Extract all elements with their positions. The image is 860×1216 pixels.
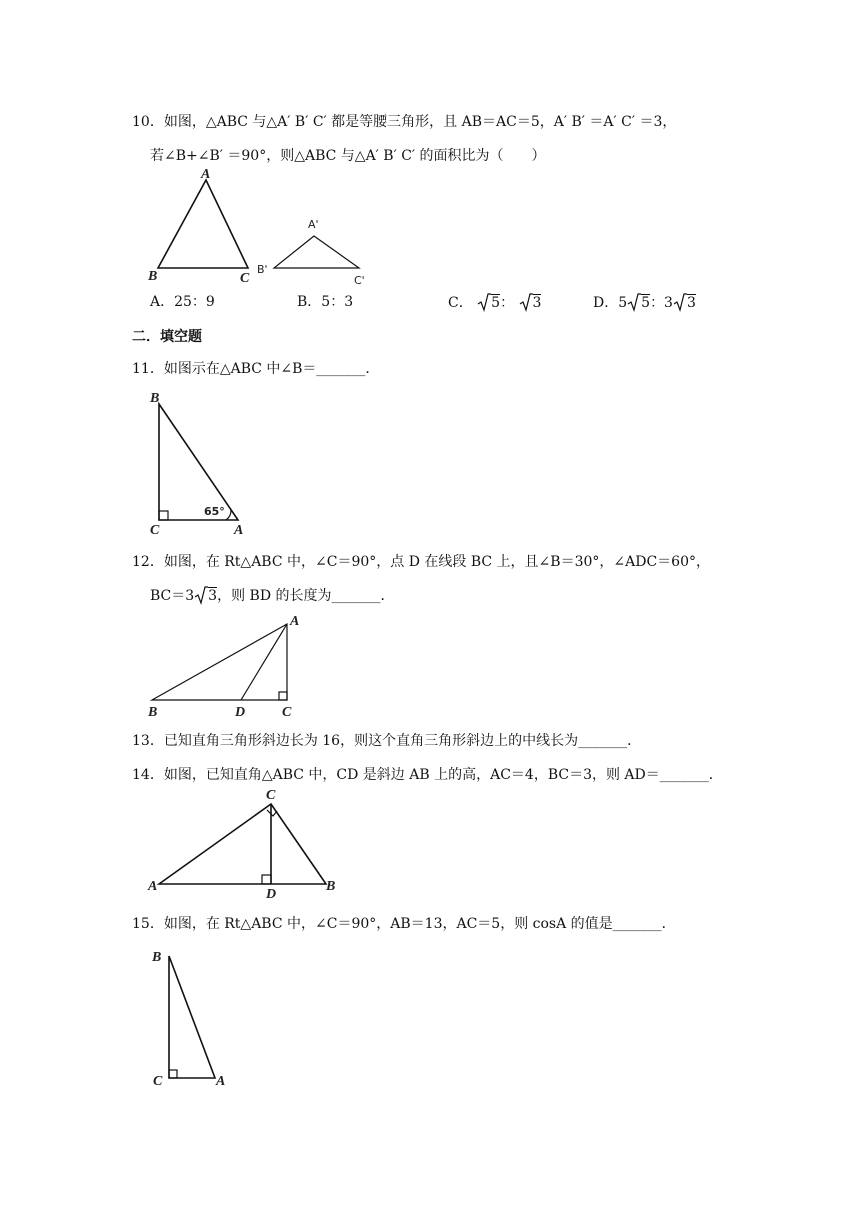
q12-figure [140, 612, 320, 722]
q14-figure [140, 786, 350, 902]
label-c: C [282, 705, 292, 720]
q10-line1: 10．如图，△ABC 与△A′ B′ C′ 都是等腰三角形，且 AB＝AC＝5，A′ B′ ＝A′ C′ ＝3， [132, 114, 677, 130]
label-c: C [150, 523, 160, 538]
q12-bd-text: ，则 BD 的长度为_______． [217, 588, 395, 604]
label-a: A [216, 1074, 226, 1089]
q14-text: 14．如图，已知直角△ABC 中，CD 是斜边 AB 上的高，AC＝4，BC＝3，则 AD＝_______． [132, 767, 723, 783]
label-b-prime: B' [257, 263, 268, 276]
q10-line2: 若∠B+∠B′ ＝90°，则△ABC 与△A′ B′ C′ 的面积比为（ ） [150, 148, 546, 164]
q12-bc-prefix: BC＝3 [150, 588, 195, 604]
sqrt-icon [519, 292, 533, 312]
option-a[interactable]: A．25：9 [150, 294, 215, 310]
label-a: A [290, 614, 300, 629]
label-d: D [266, 887, 277, 902]
sqrt-icon [673, 292, 687, 312]
triangle-q12 [152, 624, 287, 700]
q11-text: 11．如图示在△ABC 中∠B＝_______． [132, 361, 380, 377]
triangle-q14 [159, 804, 326, 884]
triangle-abc [158, 180, 248, 268]
label-c-prime: C' [354, 274, 365, 287]
q10-figure-abc-prime [255, 212, 380, 287]
option-b[interactable]: B．5：3 [297, 294, 354, 310]
label-b: B [150, 391, 160, 406]
label-c: C [266, 788, 276, 803]
option-c-sep: ： [500, 295, 515, 311]
triangle-abc-prime [274, 236, 359, 268]
q12-line2 [150, 585, 395, 606]
q13-text: 13．已知直角三角形斜边长为 16，则这个直角三角形斜边上的中线长为_______． [132, 733, 642, 749]
angle-arc [226, 510, 231, 520]
angle-label: 65° [204, 505, 225, 518]
segment-ad [241, 624, 287, 700]
label-a: A [234, 523, 244, 538]
option-d[interactable] [593, 292, 696, 313]
label-b: B [148, 705, 158, 720]
option-d-prefix: D．5 [593, 295, 628, 311]
option-d-rad2: 3 [686, 295, 696, 311]
label-c: C [240, 271, 250, 286]
option-d-rad1: 5 [641, 295, 651, 311]
right-angle-mark [279, 692, 287, 700]
option-d-sep: ：3 [650, 295, 673, 311]
right-angle-mark [169, 1070, 177, 1078]
triangle-q11 [159, 404, 238, 520]
sqrt-icon [477, 292, 491, 312]
q10-figure-abc [140, 166, 260, 286]
label-d: D [235, 705, 246, 720]
option-c-prefix: C． [448, 295, 473, 311]
option-c-rad1: 5 [491, 295, 501, 311]
q12-line1: 12．如图，在 Rt△ABC 中，∠C＝90°，点 D 在线段 BC 上，且∠B＝30°，∠ADC＝60°， [132, 554, 710, 570]
label-a: A [201, 167, 211, 182]
right-angle-mark [159, 511, 168, 520]
label-b: B [152, 950, 162, 965]
option-c-rad2: 3 [532, 295, 542, 311]
q15-figure [140, 944, 250, 1094]
section-title: 二．填空题 [132, 329, 202, 345]
right-angle-mark-d [262, 875, 271, 884]
q12-bc-rad: 3 [208, 588, 218, 604]
label-c: C [153, 1074, 163, 1089]
label-a: A [148, 879, 158, 894]
triangle-q15 [169, 956, 215, 1078]
option-c[interactable] [448, 292, 541, 313]
q15-text: 15．如图，在 Rt△ABC 中，∠C＝90°，AB＝13，AC＝5，则 cosA 的值是_______． [132, 916, 676, 932]
sqrt-icon [627, 292, 641, 312]
sqrt-icon [194, 585, 208, 605]
label-b: B [148, 269, 158, 284]
label-a-prime: A' [308, 218, 319, 231]
q11-figure [140, 386, 260, 538]
label-b: B [326, 879, 336, 894]
